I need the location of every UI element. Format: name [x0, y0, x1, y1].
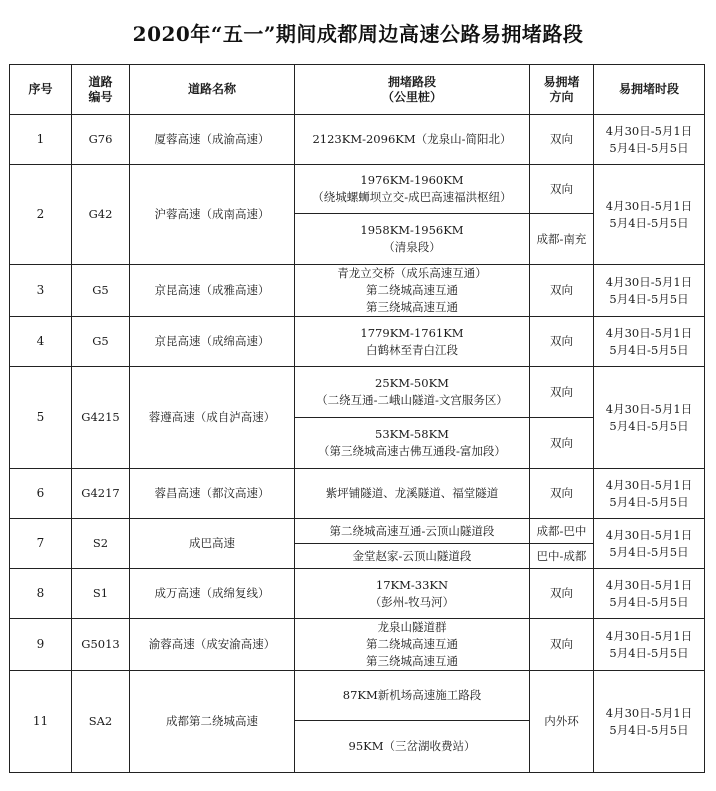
table-row [10, 317, 705, 367]
cell-road-name: 成万高速（成绵复线） [130, 569, 295, 619]
cell-segment: 53KM-58KM （第三绕城高速古佛互通段-富加段） [295, 418, 530, 469]
cell-segment: 金堂赵家-云顶山隧道段 [295, 544, 530, 569]
cell-road-code: G5 [72, 265, 130, 317]
cell-road-name: 京昆高速（成绵高速） [130, 317, 295, 367]
cell-segment: 紫坪铺隧道、龙溪隧道、福堂隧道 [295, 469, 530, 519]
cell-seq: 6 [10, 469, 72, 519]
cell-segment: 1976KM-1960KM （绕城螺蛳坝立交-成巴高速福洪枢纽） [295, 165, 530, 214]
header-seq: 序号 [10, 65, 72, 115]
table-row [10, 519, 705, 544]
cell-road-code: SA2 [72, 671, 130, 773]
cell-direction: 双向 [530, 265, 594, 317]
cell-road-name: 沪蓉高速（成南高速） [130, 165, 295, 265]
cell-direction: 内外环 [530, 671, 594, 773]
cell-segment: 95KM（三岔湖收费站） [295, 721, 530, 773]
cell-seq: 1 [10, 115, 72, 165]
header-row [10, 65, 705, 115]
cell-seq: 2 [10, 165, 72, 265]
header-direction: 易拥堵 方向 [530, 65, 594, 115]
cell-road-code: G5013 [72, 619, 130, 671]
cell-road-name: 蓉遵高速（成自泸高速） [130, 367, 295, 469]
cell-road-code: G4217 [72, 469, 130, 519]
cell-segment: 17KM-33KN （彭州-牧马河） [295, 569, 530, 619]
header-period: 易拥堵时段 [594, 65, 705, 115]
cell-road-code: G4215 [72, 367, 130, 469]
cell-road-name: 京昆高速（成雅高速） [130, 265, 295, 317]
cell-road-code: G5 [72, 317, 130, 367]
cell-period: 4月30日-5月1日 5月4日-5月5日 [594, 317, 705, 367]
cell-seq: 5 [10, 367, 72, 469]
cell-direction: 双向 [530, 317, 594, 367]
cell-period: 4月30日-5月1日 5月4日-5月5日 [594, 569, 705, 619]
cell-period: 4月30日-5月1日 5月4日-5月5日 [594, 265, 705, 317]
cell-segment: 1958KM-1956KM （清泉段） [295, 214, 530, 265]
cell-period: 4月30日-5月1日 5月4日-5月5日 [594, 165, 705, 265]
cell-direction: 双向 [530, 418, 594, 469]
table-row [10, 367, 705, 418]
table-row [10, 569, 705, 619]
cell-road-code: S1 [72, 569, 130, 619]
cell-period: 4月30日-5月1日 5月4日-5月5日 [594, 519, 705, 569]
congestion-table [9, 64, 705, 773]
cell-road-code: S2 [72, 519, 130, 569]
cell-road-code: G76 [72, 115, 130, 165]
cell-seq: 7 [10, 519, 72, 569]
table-row [10, 165, 705, 214]
cell-segment: 2123KM-2096KM（龙泉山-简阳北） [295, 115, 530, 165]
cell-segment: 1779KM-1761KM 白鹤林至青白江段 [295, 317, 530, 367]
cell-period: 4月30日-5月1日 5月4日-5月5日 [594, 671, 705, 773]
cell-direction: 双向 [530, 165, 594, 214]
cell-direction: 双向 [530, 367, 594, 418]
cell-direction: 双向 [530, 115, 594, 165]
cell-direction: 双向 [530, 469, 594, 519]
cell-road-name: 厦蓉高速（成渝高速） [130, 115, 295, 165]
cell-period: 4月30日-5月1日 5月4日-5月5日 [594, 115, 705, 165]
header-road-code: 道路 编号 [72, 65, 130, 115]
cell-seq: 8 [10, 569, 72, 619]
table-row [10, 619, 705, 671]
cell-seq: 11 [10, 671, 72, 773]
cell-segment: 龙泉山隧道群 第二绕城高速互通 第三绕城高速互通 [295, 619, 530, 671]
page-title: 2020年“五一”期间成都周边高速公路易拥堵路段 [132, 22, 584, 46]
cell-segment: 青龙立交桥（成乐高速互通） 第二绕城高速互通 第三绕城高速互通 [295, 265, 530, 317]
table-row [10, 265, 705, 317]
cell-seq: 9 [10, 619, 72, 671]
cell-direction: 双向 [530, 619, 594, 671]
cell-period: 4月30日-5月1日 5月4日-5月5日 [594, 367, 705, 469]
cell-period: 4月30日-5月1日 5月4日-5月5日 [594, 469, 705, 519]
table-row [10, 469, 705, 519]
cell-direction: 成都-南充 [530, 214, 594, 265]
cell-direction: 成都-巴中 [530, 519, 594, 544]
cell-seq: 4 [10, 317, 72, 367]
cell-period: 4月30日-5月1日 5月4日-5月5日 [594, 619, 705, 671]
header-segment: 拥堵路段 （公里桩） [295, 65, 530, 115]
cell-direction: 双向 [530, 569, 594, 619]
cell-road-name: 蓉昌高速（都汶高速） [130, 469, 295, 519]
cell-segment: 25KM-50KM （二绕互通-二峨山隧道-文宫服务区） [295, 367, 530, 418]
cell-road-code: G42 [72, 165, 130, 265]
table-row [10, 671, 705, 721]
table-row [10, 115, 705, 165]
cell-segment: 87KM新机场高速施工路段 [295, 671, 530, 721]
cell-seq: 3 [10, 265, 72, 317]
header-road-name: 道路名称 [130, 65, 295, 115]
cell-road-name: 成都第二绕城高速 [130, 671, 295, 773]
cell-direction: 巴中-成都 [530, 544, 594, 569]
cell-road-name: 渝蓉高速（成安渝高速） [130, 619, 295, 671]
cell-road-name: 成巴高速 [130, 519, 295, 569]
cell-segment: 第二绕城高速互通-云顶山隧道段 [295, 519, 530, 544]
